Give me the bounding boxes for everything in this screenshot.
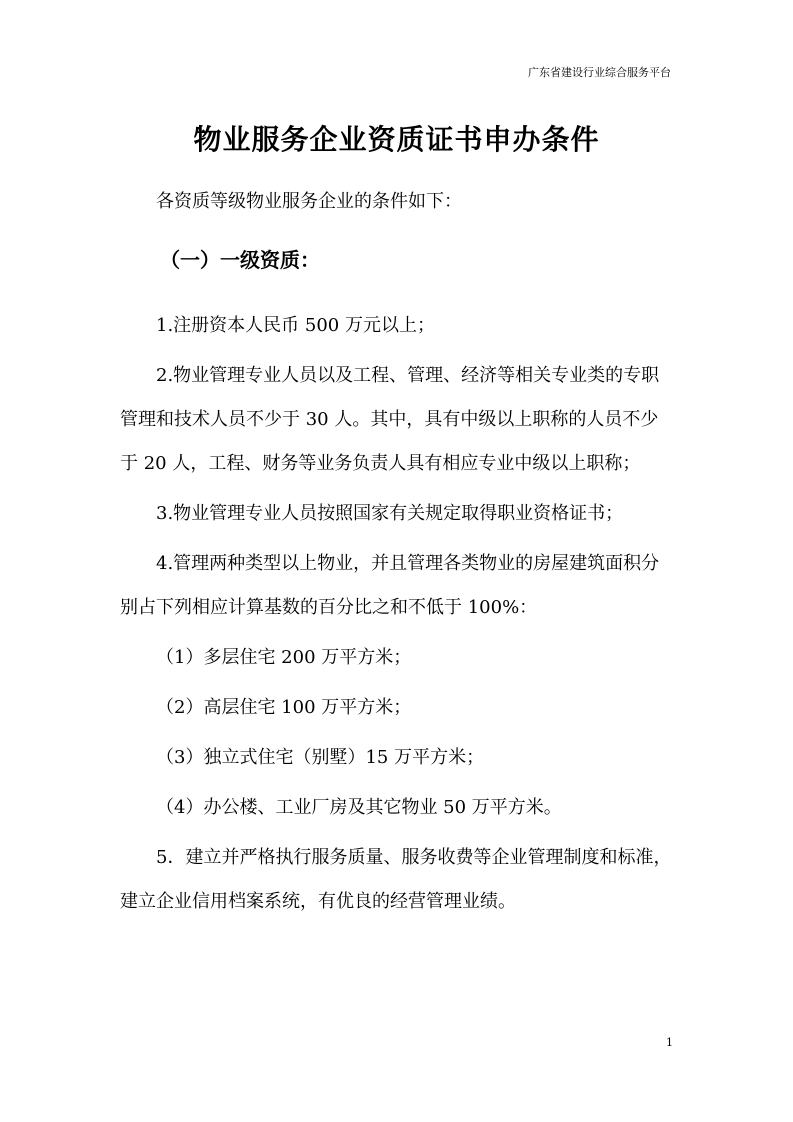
header-source-note: 广东省建设行业综合服务平台 (528, 66, 671, 79)
sub-item-high-rise-residential: （2）高层住宅 100 万平方米； (156, 697, 412, 718)
sub-item-multi-storey-residential: （1）多层住宅 200 万平方米； (156, 647, 412, 668)
sub-item-office-industrial: （4）办公楼、工业厂房及其它物业 50 万平方米。 (156, 797, 562, 818)
item-5-management-system: 5．建立并严格执行服务质量、服务收费等企业管理制度和标准，建立企业信用档案系统，有优良的经营管理业绩。 (120, 847, 672, 912)
section-heading-level-1: （一）一级资质： (160, 248, 320, 272)
item-3-qualification-certificates: 3.物业管理专业人员按照国家有关规定取得职业资格证书； (156, 503, 624, 524)
item-2-staff-requirements: 2.物业管理专业人员以及工程、管理、经济等相关专业类的专职管理和技术人员不少于 30 人。其中，具有中级以上职称的人员不少于 20 人，工程、财务等业务负责人具有相应专业中级以上职称； (120, 365, 660, 474)
item-4-managed-property-area: 4.管理两种类型以上物业，并且管理各类物业的房屋建筑面积分别占下列相应计算基数的百分比之和不低于 100%： (120, 553, 660, 618)
intro-paragraph: 各资质等级物业服务企业的条件如下： (156, 191, 462, 212)
page-number: 1 (666, 1036, 673, 1049)
item-1-registered-capital: 1.注册资本人民币 500 万元以上； (156, 315, 435, 336)
document-title: 物业服务企业资质证书申办条件 (193, 123, 600, 156)
sub-item-villa-residential: （3）独立式住宅（别墅）15 万平方米； (156, 747, 485, 768)
